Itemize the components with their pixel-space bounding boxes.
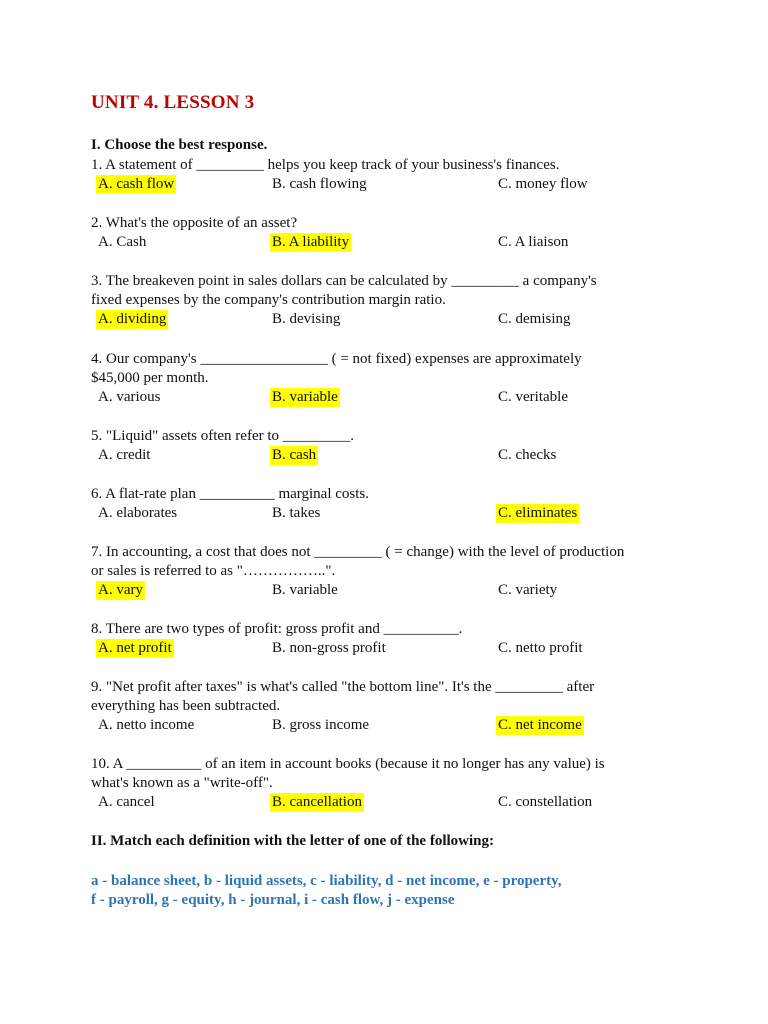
answer-option: A. elaborates	[98, 505, 178, 521]
answer-option-correct: A. dividing	[98, 311, 167, 327]
question-text-line: 9. "Net profit after taxes" is what's called "the bottom line". It's the _________ after	[91, 679, 595, 695]
question-text-line: what's known as a "write-off".	[91, 775, 273, 791]
answer-option: C. veritable	[498, 389, 568, 405]
question-text-line: 3. The breakeven point in sales dollars can be calculated by _________ a company's	[91, 273, 597, 289]
answer-option: C. constellation	[498, 794, 593, 810]
question-text-line: 6. A flat-rate plan __________ marginal costs.	[91, 486, 370, 502]
question-text-line: 8. There are two types of profit: gross profit and __________.	[91, 621, 463, 637]
question-text-line: or sales is referred to as "……………..".	[91, 563, 336, 579]
answer-option-correct: A. cash flow	[98, 176, 175, 192]
question-text-line: 2. What's the opposite of an asset?	[91, 215, 298, 231]
answer-option: C. variety	[498, 582, 558, 598]
answer-option: B. gross income	[272, 717, 370, 733]
answer-option: C. money flow	[498, 176, 588, 192]
question-text-line: everything has been subtracted.	[91, 698, 281, 714]
answer-option-correct: C. eliminates	[498, 505, 578, 521]
section-1-heading: I. Choose the best response.	[91, 137, 268, 153]
answer-option: B. takes	[272, 505, 321, 521]
answer-option: C. checks	[498, 447, 557, 463]
answer-option: A. cancel	[98, 794, 155, 810]
answer-option-correct: A. net profit	[98, 640, 172, 656]
answer-option: B. non-gross profit	[272, 640, 386, 656]
answer-option: A. various	[98, 389, 161, 405]
page-title: UNIT 4. LESSON 3	[91, 92, 255, 113]
answer-option: A. netto income	[98, 717, 195, 733]
answer-option: C. A liaison	[498, 234, 569, 250]
answer-option: A. Cash	[98, 234, 147, 250]
question-text-line: 10. A __________ of an item in account books (because it no longer has any value) is	[91, 756, 605, 772]
answer-option: A. credit	[98, 447, 151, 463]
question-text-line: fixed expenses by the company's contribution margin ratio.	[91, 292, 446, 308]
answer-option: B. cash flowing	[272, 176, 367, 192]
answer-option-correct: C. net income	[498, 717, 582, 733]
terms-line-2: f - payroll, g - equity, h - journal, i - cash flow, j - expense	[91, 892, 455, 908]
answer-option-correct: B. cash	[272, 447, 317, 463]
question-text-line: 7. In accounting, a cost that does not _________ ( = change) with the level of production	[91, 544, 625, 560]
answer-option-correct: B. variable	[272, 389, 338, 405]
answer-option: B. variable	[272, 582, 338, 598]
question-text-line: 4. Our company's _________________ ( = not fixed) expenses are approximately	[91, 351, 582, 367]
section-2-heading: II. Match each definition with the letter of one of the following:	[91, 833, 495, 849]
answer-option: C. netto profit	[498, 640, 583, 656]
question-text-line: $45,000 per month.	[91, 370, 209, 386]
answer-option: C. demising	[498, 311, 571, 327]
question-text-line: 5. "Liquid" assets often refer to _________.	[91, 428, 355, 444]
terms-line-1: a - balance sheet, b - liquid assets, c - liability, d - net income, e - property,	[91, 873, 562, 889]
answer-option-correct: B. A liability	[272, 234, 350, 250]
question-text-line: 1. A statement of _________ helps you keep track of your business's finances.	[91, 157, 560, 173]
answer-option: B. devising	[272, 311, 341, 327]
answer-option-correct: A. vary	[98, 582, 143, 598]
answer-option-correct: B. cancellation	[272, 794, 362, 810]
